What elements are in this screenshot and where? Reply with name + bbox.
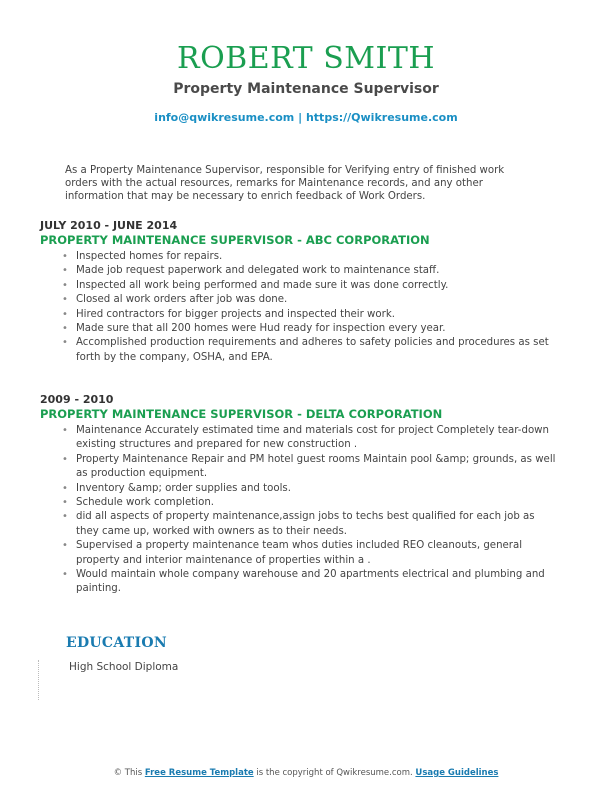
job-bullets [40, 424, 560, 597]
experience-entry [40, 393, 560, 597]
job-bullets [40, 250, 560, 365]
resume-header [0, 42, 612, 98]
email-link[interactable]: info@qwikresume.com [154, 111, 295, 124]
job-dates: JULY 2010 - JUNE 2014 [40, 219, 178, 232]
job-role: PROPERTY MAINTENANCE SUPERVISOR - ABC CORPORATION [40, 233, 430, 247]
education-item: High School Diploma [69, 661, 179, 673]
experience-entry [40, 219, 560, 365]
candidate-title: Property Maintenance Supervisor [173, 81, 439, 97]
contact-separator: | [294, 111, 306, 124]
bullet-item: • Supervised a property maintenance team whos duties included REO cleanouts, general property and interior maintenance of properties within a . [40, 539, 560, 568]
bullet-item: • Made job request paperwork and delegated work to maintenance staff. [40, 264, 560, 278]
bullet-item: • Accomplished production requirements and adheres to safety policies and procedures as set forth by the company, OSHA, and EPA. [40, 336, 560, 365]
education-heading: EDUCATION [66, 635, 167, 651]
free-resume-template-link[interactable]: Free Resume Template [144, 768, 254, 778]
footer [0, 768, 612, 778]
bullet-item: • Hired contractors for bigger projects and inspected their work. [40, 308, 560, 322]
bullet-item: • Maintenance Accurately estimated time and materials cost for project Completely tear-down existing structures and prepared for new construction . [40, 424, 560, 453]
candidate-name: ROBERT SMITH [176, 41, 436, 76]
summary-paragraph: As a Property Maintenance Supervisor, responsible for Verifying entry of finished work orders with the actual resources, remarks for Maintenance records, and any other information that may be necessary to enrich feedback of Work Orders. [65, 165, 505, 202]
bullet-item: • Schedule work completion. [40, 496, 560, 510]
bullet-item: • Closed al work orders after job was done. [40, 293, 560, 307]
bullet-item: • Property Maintenance Repair and PM hotel guest rooms Maintain pool &amp; grounds, as well as production equipment. [40, 453, 560, 482]
bullet-item: • Inspected homes for repairs. [40, 250, 560, 264]
job-dates: 2009 - 2010 [40, 393, 114, 406]
bullet-item: • Made sure that all 200 homes were Hud ready for inspection every year. [40, 322, 560, 336]
bullet-item: • Would maintain whole company warehouse and 20 apartments electrical and plumbing and painting. [40, 568, 560, 597]
job-role: PROPERTY MAINTENANCE SUPERVISOR - DELTA CORPORATION [40, 407, 443, 421]
website-link[interactable]: https://Qwikresume.com [305, 111, 458, 124]
bullet-item: • Inventory &amp; order supplies and tools. [40, 482, 560, 496]
bullet-item: • did all aspects of property maintenance,assign jobs to techs best qualified for each job as they came up, worked with owners as to their needs. [40, 510, 560, 539]
usage-guidelines-link[interactable]: Usage Guidelines [415, 768, 499, 778]
footer-middle: is the copyright of Qwikresume.com. [253, 768, 416, 778]
contact-line [0, 111, 612, 125]
education-divider [38, 660, 39, 700]
bullet-item: • Inspected all work being performed and made sure it was done correctly. [40, 279, 560, 293]
footer-prefix: © This [113, 768, 145, 778]
